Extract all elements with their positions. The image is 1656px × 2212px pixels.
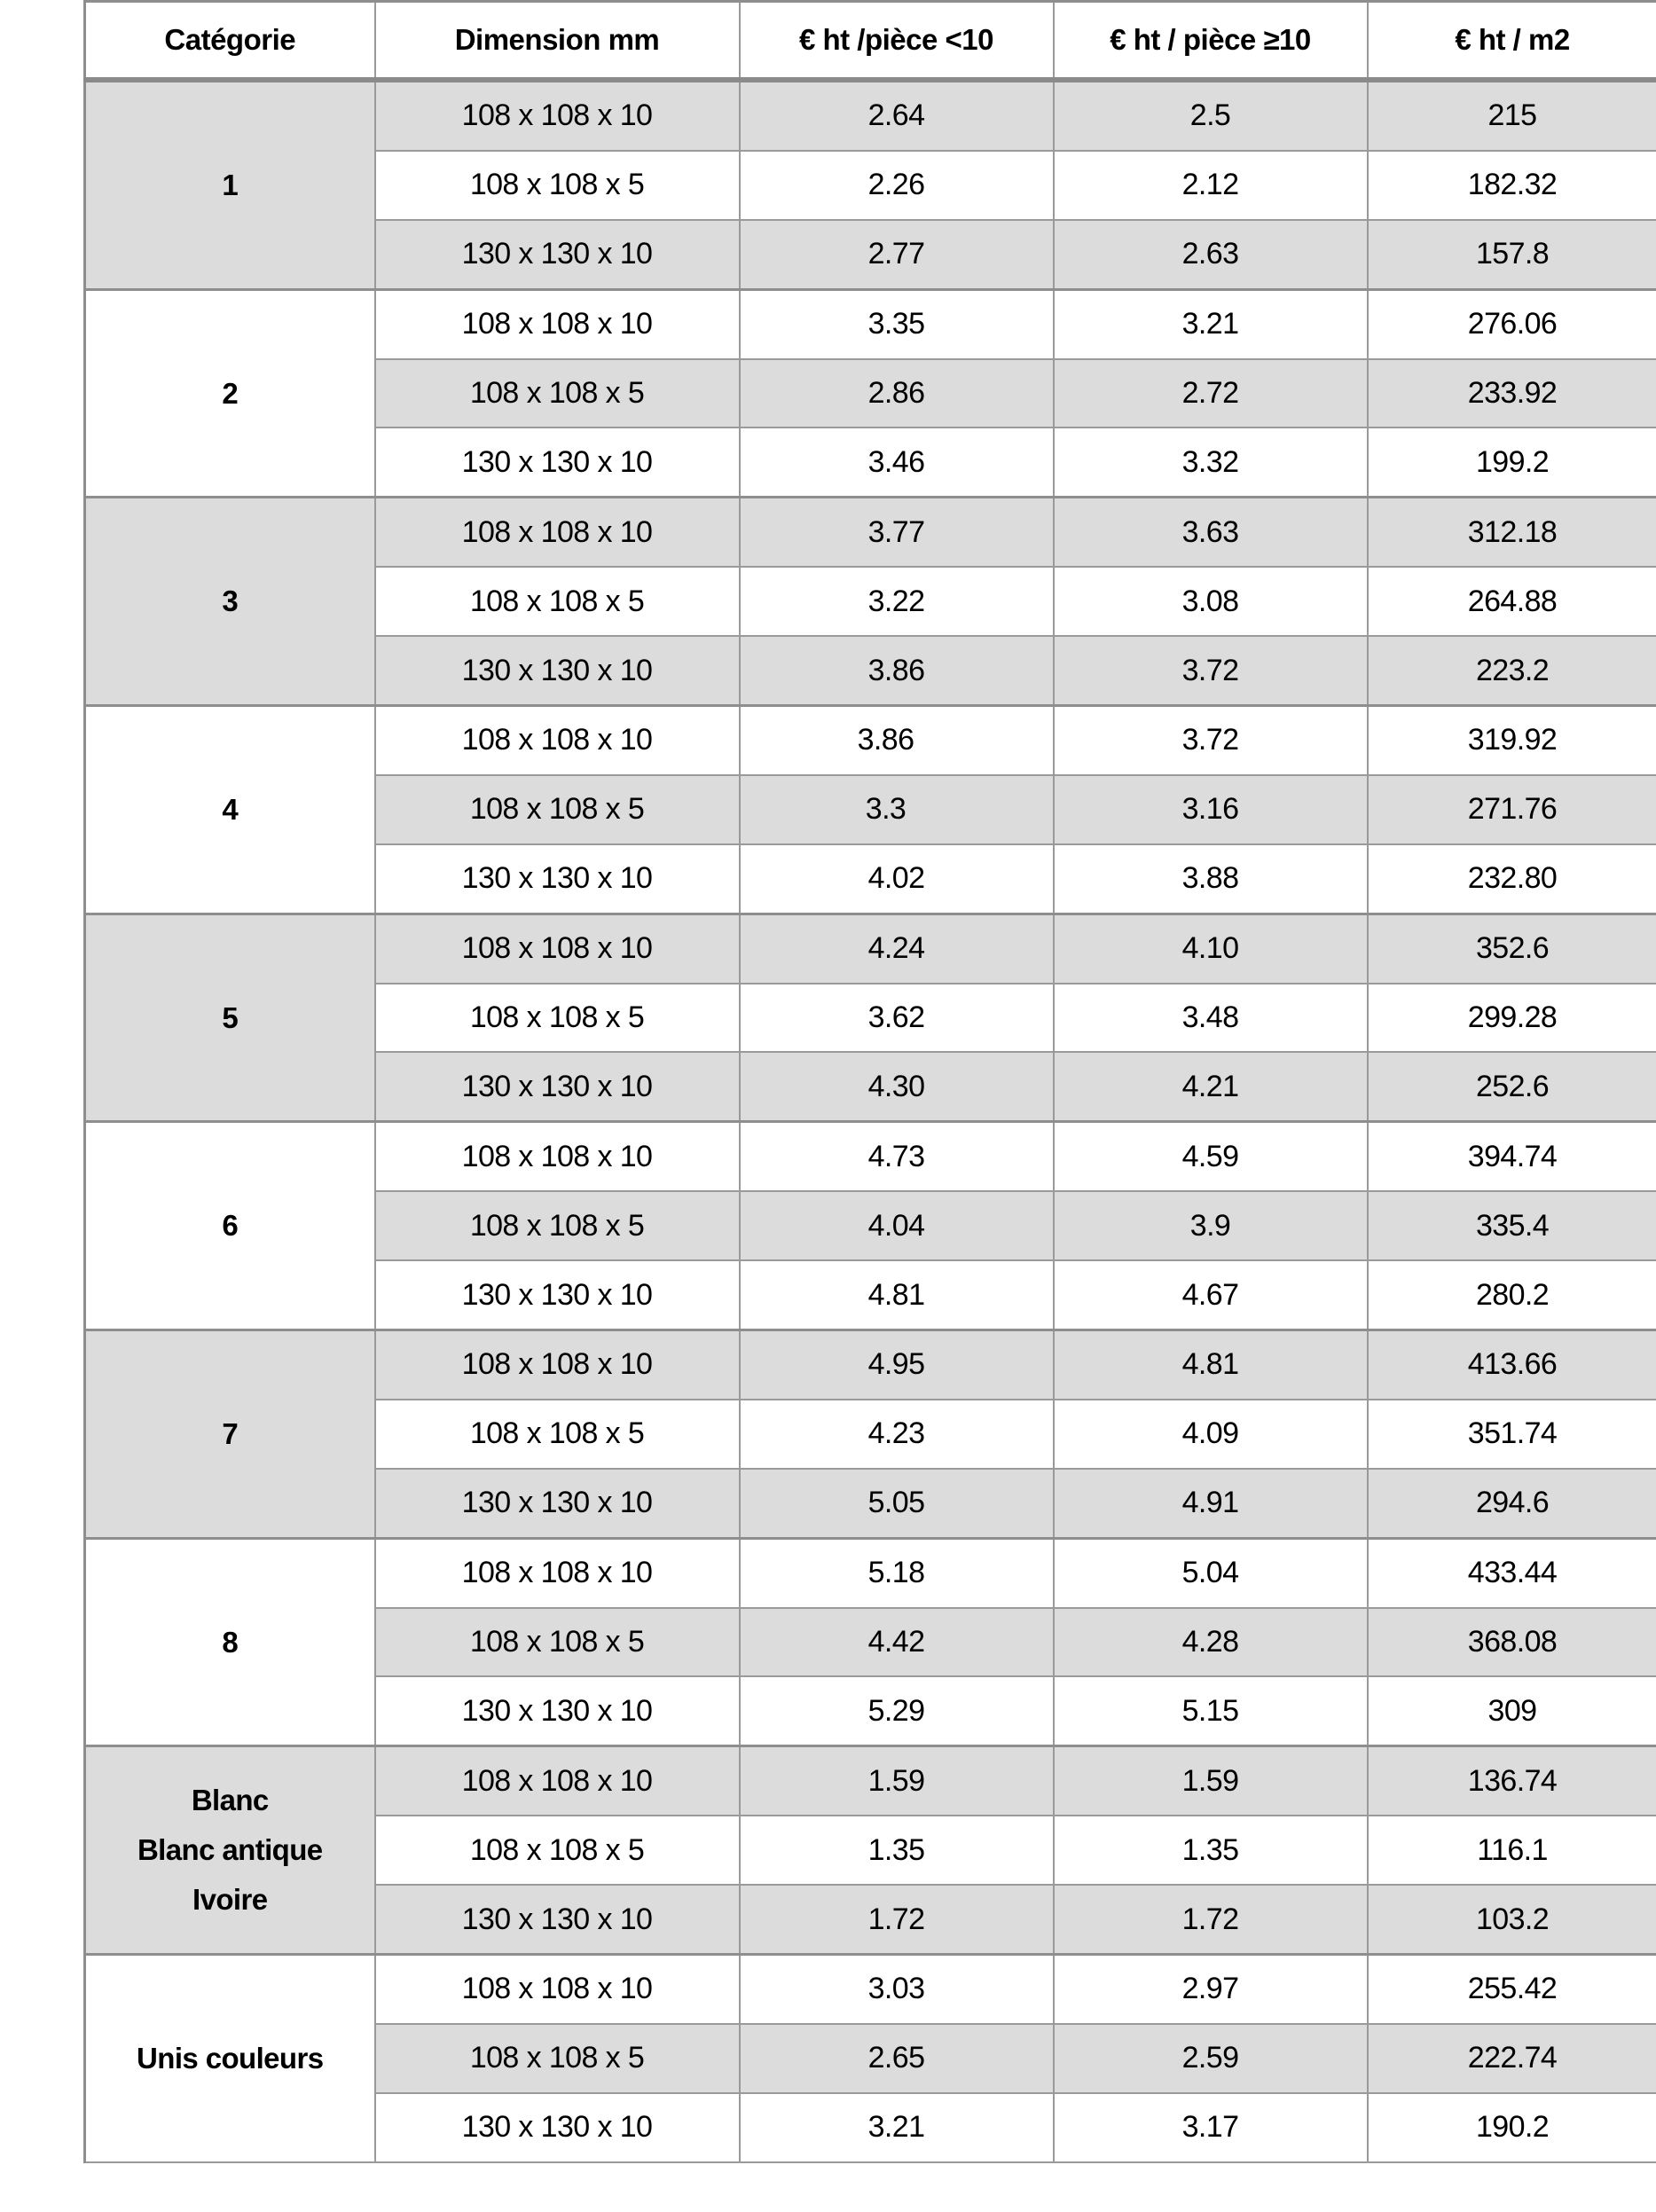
price-lt10-value: 3.62 <box>867 1000 925 1035</box>
price-lt10-cell <box>740 1330 1054 1400</box>
price-lt10-value: 3.77 <box>867 514 925 549</box>
price-m2-cell <box>1368 151 1656 220</box>
price-lt10-value: 1.59 <box>867 1763 925 1798</box>
price-m2-cell <box>1368 706 1656 775</box>
category-cell: 4 <box>85 706 375 914</box>
price-m2-value: 335.4 <box>1475 1208 1550 1243</box>
dimension-value: 108 x 108 x 5 <box>469 1000 645 1035</box>
price-m2-cell <box>1368 1746 1656 1816</box>
price-lt10-cell <box>740 151 1054 220</box>
price-m2-value: 368.08 <box>1467 1625 1558 1659</box>
price-ge10-cell <box>1054 706 1368 775</box>
dimension-cell <box>375 359 740 428</box>
table-row <box>85 914 1656 983</box>
dimension-value: 108 x 108 x 10 <box>461 514 653 549</box>
price-m2-value: 136.74 <box>1467 1763 1558 1798</box>
price-ge10-value: 3.88 <box>1181 861 1239 896</box>
dimension-value: 108 x 108 x 5 <box>469 1625 645 1659</box>
price-ge10-cell <box>1054 567 1368 636</box>
header-category: Catégorie <box>85 2 375 81</box>
price-m2-cell <box>1368 1330 1656 1400</box>
price-ge10-cell <box>1054 1330 1368 1400</box>
price-lt10-cell <box>740 984 1054 1053</box>
table-row <box>85 1955 1656 2024</box>
category-line: Blanc <box>191 1784 269 1817</box>
dimension-cell <box>375 80 740 151</box>
price-m2-value: 233.92 <box>1467 376 1558 410</box>
price-m2-cell <box>1368 1052 1656 1121</box>
dimension-cell <box>375 1885 740 1954</box>
price-ge10-cell <box>1054 289 1368 358</box>
dimension-cell <box>375 1260 740 1330</box>
dimension-cell <box>375 914 740 983</box>
price-m2-value: 271.76 <box>1467 792 1558 827</box>
price-m2-value: 190.2 <box>1475 2110 1550 2145</box>
price-ge10-cell <box>1054 984 1368 1053</box>
price-ge10-value: 3.21 <box>1181 307 1239 341</box>
category-cell: Unis couleurs <box>85 1955 375 2162</box>
price-lt10-cell <box>740 427 1054 497</box>
price-m2-cell <box>1368 567 1656 636</box>
dimension-value: 108 x 108 x 5 <box>469 1208 645 1243</box>
price-ge10-value: 3.72 <box>1181 723 1239 757</box>
price-lt10-value: 4.81 <box>867 1277 925 1312</box>
price-ge10-value: 3.48 <box>1181 1000 1239 1035</box>
dimension-value: 108 x 108 x 5 <box>469 792 645 827</box>
price-lt10-value: 3.21 <box>867 2110 925 2145</box>
price-lt10-value: 4.73 <box>867 1139 925 1173</box>
price-lt10-cell <box>740 1885 1054 1954</box>
price-lt10-cell <box>740 2024 1054 2093</box>
price-ge10-cell <box>1054 914 1368 983</box>
price-m2-cell <box>1368 80 1656 151</box>
price-ge10-cell <box>1054 220 1368 289</box>
price-ge10-cell <box>1054 1746 1368 1816</box>
price-lt10-cell <box>740 1816 1054 1885</box>
dimension-value: 108 x 108 x 5 <box>469 1416 645 1451</box>
header-dimension: Dimension mm <box>375 2 740 81</box>
price-m2-cell <box>1368 498 1656 567</box>
price-m2-cell <box>1368 1608 1656 1677</box>
category-cell <box>85 1746 375 1955</box>
category-line: Ivoire <box>192 1883 268 1917</box>
price-ge10-value: 4.10 <box>1181 931 1239 966</box>
price-lt10-value: 5.29 <box>867 1693 925 1728</box>
price-ge10-value: 1.35 <box>1181 1832 1239 1867</box>
price-m2-value: 252.6 <box>1475 1069 1550 1103</box>
price-m2-value: 103.2 <box>1475 1902 1550 1936</box>
price-ge10-value: 1.72 <box>1181 1902 1239 1936</box>
price-ge10-cell <box>1054 151 1368 220</box>
price-m2-cell <box>1368 359 1656 428</box>
price-m2-value: 312.18 <box>1467 514 1558 549</box>
price-ge10-value: 2.59 <box>1181 2041 1239 2075</box>
price-ge10-value: 4.09 <box>1181 1416 1239 1451</box>
price-ge10-cell <box>1054 1260 1368 1330</box>
dimension-cell <box>375 1955 740 2024</box>
price-lt10-cell <box>740 1260 1054 1330</box>
price-m2-cell <box>1368 636 1656 705</box>
price-m2-value: 413.66 <box>1467 1347 1558 1382</box>
table-row <box>85 1330 1656 1400</box>
dimension-value: 108 x 108 x 10 <box>461 98 653 133</box>
price-ge10-cell <box>1054 1469 1368 1538</box>
price-lt10-cell <box>740 844 1054 914</box>
table-row <box>85 1122 1656 1191</box>
price-ge10-value: 2.12 <box>1181 168 1239 202</box>
header-price-m2: € ht / m2 <box>1368 2 1656 81</box>
price-lt10-value: 4.42 <box>867 1625 925 1659</box>
dimension-value: 108 x 108 x 10 <box>461 1763 653 1798</box>
price-ge10-value: 4.91 <box>1181 1486 1239 1520</box>
category-cell: 2 <box>85 289 375 498</box>
dimension-value: 130 x 130 x 10 <box>461 1693 653 1728</box>
price-m2-cell <box>1368 1122 1656 1191</box>
price-lt10-cell <box>740 1538 1054 1607</box>
price-lt10-cell <box>740 1955 1054 2024</box>
dimension-cell <box>375 1191 740 1260</box>
dimension-value: 130 x 130 x 10 <box>461 1277 653 1312</box>
dimension-value: 108 x 108 x 5 <box>469 584 645 618</box>
price-lt10-cell <box>740 1122 1054 1191</box>
price-table <box>83 0 1656 2163</box>
dimension-cell <box>375 2024 740 2093</box>
price-m2-value: 116.1 <box>1477 1832 1548 1867</box>
dimension-value: 108 x 108 x 5 <box>469 376 645 410</box>
price-m2-value: 182.32 <box>1467 168 1558 202</box>
price-ge10-cell <box>1054 2093 1368 2162</box>
price-lt10-value: 2.64 <box>867 98 925 133</box>
price-m2-value: 215 <box>1487 98 1537 133</box>
price-m2-cell <box>1368 1191 1656 1260</box>
price-ge10-cell <box>1054 775 1368 844</box>
price-lt10-cell <box>740 775 1054 844</box>
dimension-value: 130 x 130 x 10 <box>461 444 653 479</box>
dimension-cell <box>375 567 740 636</box>
price-m2-value: 264.88 <box>1467 584 1558 618</box>
price-m2-value: 433.44 <box>1467 1556 1558 1590</box>
category-line: Blanc antique <box>137 1833 323 1867</box>
price-ge10-value: 3.72 <box>1181 653 1239 687</box>
price-ge10-cell <box>1054 359 1368 428</box>
price-lt10-cell <box>740 359 1054 428</box>
price-m2-value: 280.2 <box>1475 1277 1550 1312</box>
price-ge10-value: 1.59 <box>1181 1763 1239 1798</box>
dimension-cell <box>375 1676 740 1745</box>
dimension-cell <box>375 2093 740 2162</box>
price-ge10-value: 4.67 <box>1181 1277 1239 1312</box>
price-m2-cell <box>1368 289 1656 358</box>
table-body <box>85 80 1656 2162</box>
dimension-value: 108 x 108 x 5 <box>469 168 645 202</box>
price-lt10-value: 3.86 <box>867 653 925 687</box>
dimension-value: 108 x 108 x 10 <box>461 1139 653 1173</box>
price-m2-value: 255.42 <box>1467 1972 1558 2006</box>
dimension-cell <box>375 1469 740 1538</box>
dimension-value: 130 x 130 x 10 <box>461 2110 653 2145</box>
price-lt10-value: 3.35 <box>867 307 925 341</box>
dimension-value: 130 x 130 x 10 <box>461 237 653 271</box>
dimension-cell <box>375 220 740 289</box>
price-lt10-value: 4.04 <box>867 1208 925 1243</box>
price-lt10-value: 3.3 <box>865 792 906 827</box>
price-ge10-value: 4.28 <box>1181 1625 1239 1659</box>
price-ge10-cell <box>1054 844 1368 914</box>
price-lt10-value: 3.46 <box>867 444 925 479</box>
price-m2-cell <box>1368 1400 1656 1469</box>
dimension-value: 108 x 108 x 10 <box>461 1347 653 1382</box>
dimension-cell <box>375 844 740 914</box>
price-m2-cell <box>1368 1676 1656 1745</box>
price-m2-cell <box>1368 1469 1656 1538</box>
dimension-value: 108 x 108 x 5 <box>469 2041 645 2075</box>
price-m2-value: 294.6 <box>1475 1486 1550 1520</box>
price-m2-cell <box>1368 1538 1656 1607</box>
table-row <box>85 498 1656 567</box>
category-cell: 7 <box>85 1330 375 1539</box>
price-ge10-cell <box>1054 1191 1368 1260</box>
price-ge10-cell <box>1054 1608 1368 1677</box>
price-lt10-cell <box>740 220 1054 289</box>
dimension-value: 108 x 108 x 10 <box>461 723 653 757</box>
price-lt10-value: 3.22 <box>867 584 925 618</box>
price-m2-cell <box>1368 220 1656 289</box>
price-m2-value: 299.28 <box>1467 1000 1558 1035</box>
category-cell: 5 <box>85 914 375 1122</box>
price-ge10-cell <box>1054 1538 1368 1607</box>
dimension-value: 130 x 130 x 10 <box>461 1902 653 1936</box>
dimension-cell <box>375 1052 740 1121</box>
price-m2-cell <box>1368 914 1656 983</box>
price-lt10-value: 4.02 <box>867 861 925 896</box>
price-m2-value: 232.80 <box>1467 861 1558 896</box>
price-lt10-value: 1.72 <box>867 1902 925 1936</box>
dimension-value: 108 x 108 x 10 <box>461 1556 653 1590</box>
price-ge10-value: 2.72 <box>1181 376 1239 410</box>
price-lt10-value: 4.24 <box>867 931 925 966</box>
dimension-cell <box>375 289 740 358</box>
price-lt10-value: 5.05 <box>867 1486 925 1520</box>
price-ge10-cell <box>1054 1400 1368 1469</box>
price-ge10-value: 3.08 <box>1181 584 1239 618</box>
table-row <box>85 289 1656 358</box>
price-ge10-value: 2.5 <box>1189 98 1231 133</box>
price-m2-value: 157.8 <box>1475 237 1550 271</box>
dimension-cell <box>375 1816 740 1885</box>
price-m2-cell <box>1368 427 1656 497</box>
price-m2-value: 319.92 <box>1467 723 1558 757</box>
dimension-value: 108 x 108 x 10 <box>461 307 653 341</box>
category-cell: 8 <box>85 1538 375 1746</box>
price-ge10-value: 3.32 <box>1181 444 1239 479</box>
price-m2-cell <box>1368 775 1656 844</box>
price-ge10-value: 2.63 <box>1181 237 1239 271</box>
price-lt10-cell <box>740 1608 1054 1677</box>
price-ge10-value: 4.21 <box>1181 1069 1239 1103</box>
price-m2-value: 222.74 <box>1467 2041 1558 2075</box>
price-ge10-value: 3.17 <box>1181 2110 1239 2145</box>
price-m2-cell <box>1368 844 1656 914</box>
price-m2-cell <box>1368 2024 1656 2093</box>
category-cell: 6 <box>85 1122 375 1330</box>
category-cell: 1 <box>85 80 375 289</box>
price-lt10-value: 1.35 <box>867 1832 925 1867</box>
dimension-value: 108 x 108 x 5 <box>469 1832 645 1867</box>
price-ge10-value: 5.15 <box>1181 1693 1239 1728</box>
price-m2-value: 223.2 <box>1475 653 1550 687</box>
dimension-cell <box>375 1330 740 1400</box>
dimension-cell <box>375 984 740 1053</box>
price-lt10-value: 2.77 <box>867 237 925 271</box>
dimension-value: 130 x 130 x 10 <box>461 653 653 687</box>
price-m2-value: 199.2 <box>1475 444 1550 479</box>
dimension-cell <box>375 775 740 844</box>
price-lt10-cell <box>740 2093 1054 2162</box>
price-lt10-cell <box>740 1746 1054 1816</box>
price-lt10-value: 4.30 <box>867 1069 925 1103</box>
price-ge10-value: 4.81 <box>1181 1347 1239 1382</box>
price-lt10-cell <box>740 80 1054 151</box>
dimension-cell <box>375 636 740 705</box>
price-lt10-value: 3.03 <box>867 1972 925 2006</box>
price-lt10-value: 2.65 <box>867 2041 925 2075</box>
price-ge10-value: 5.04 <box>1181 1556 1239 1590</box>
price-lt10-cell <box>740 567 1054 636</box>
price-lt10-cell <box>740 914 1054 983</box>
price-lt10-value: 3.86 <box>857 723 914 757</box>
price-m2-value: 394.74 <box>1467 1139 1558 1173</box>
price-m2-cell <box>1368 1955 1656 2024</box>
dimension-cell <box>375 1538 740 1607</box>
category-cell: 3 <box>85 498 375 706</box>
price-lt10-value: 2.26 <box>867 168 925 202</box>
price-lt10-cell <box>740 1676 1054 1745</box>
price-m2-value: 352.6 <box>1475 931 1550 966</box>
price-lt10-value: 4.95 <box>867 1347 925 1382</box>
dimension-cell <box>375 1746 740 1816</box>
header-price-lt10: € ht /pièce <10 <box>740 2 1054 81</box>
header-price-ge10: € ht / pièce ≥10 <box>1054 2 1368 81</box>
table-header <box>85 2 1656 81</box>
price-lt10-value: 2.86 <box>867 376 925 410</box>
price-ge10-cell <box>1054 1885 1368 1954</box>
dimension-value: 130 x 130 x 10 <box>461 861 653 896</box>
price-ge10-value: 3.16 <box>1181 792 1239 827</box>
price-lt10-cell <box>740 289 1054 358</box>
price-m2-cell <box>1368 2093 1656 2162</box>
price-lt10-value: 4.23 <box>867 1416 925 1451</box>
price-ge10-cell <box>1054 80 1368 151</box>
price-ge10-cell <box>1054 1052 1368 1121</box>
price-ge10-cell <box>1054 1122 1368 1191</box>
table-row <box>85 706 1656 775</box>
dimension-cell <box>375 706 740 775</box>
price-lt10-cell <box>740 1191 1054 1260</box>
price-lt10-cell <box>740 1400 1054 1469</box>
price-ge10-cell <box>1054 636 1368 705</box>
price-m2-value: 276.06 <box>1467 307 1558 341</box>
dimension-cell <box>375 1400 740 1469</box>
price-ge10-cell <box>1054 2024 1368 2093</box>
dimension-cell <box>375 1608 740 1677</box>
table-row <box>85 1746 1656 1816</box>
price-m2-cell <box>1368 1816 1656 1885</box>
price-ge10-cell <box>1054 1676 1368 1745</box>
dimension-value: 130 x 130 x 10 <box>461 1069 653 1103</box>
price-m2-value: 309 <box>1487 1693 1537 1728</box>
price-lt10-cell <box>740 1052 1054 1121</box>
price-m2-cell <box>1368 1260 1656 1330</box>
price-ge10-value: 2.97 <box>1181 1972 1239 2006</box>
price-m2-cell <box>1368 1885 1656 1954</box>
price-ge10-cell <box>1054 1816 1368 1885</box>
price-ge10-cell <box>1054 1955 1368 2024</box>
dimension-cell <box>375 151 740 220</box>
price-lt10-cell <box>740 498 1054 567</box>
price-lt10-cell <box>740 1469 1054 1538</box>
price-ge10-value: 3.63 <box>1181 514 1239 549</box>
price-ge10-value: 4.59 <box>1181 1139 1239 1173</box>
price-ge10-value: 3.9 <box>1189 1208 1231 1243</box>
dimension-cell <box>375 1122 740 1191</box>
dimension-value: 108 x 108 x 10 <box>461 931 653 966</box>
header-row <box>85 2 1656 81</box>
table-row <box>85 1538 1656 1607</box>
dimension-cell <box>375 427 740 497</box>
price-ge10-cell <box>1054 427 1368 497</box>
price-lt10-cell <box>740 706 1054 775</box>
dimension-value: 130 x 130 x 10 <box>461 1486 653 1520</box>
price-lt10-value: 5.18 <box>867 1556 925 1590</box>
price-lt10-cell <box>740 636 1054 705</box>
price-m2-value: 351.74 <box>1467 1416 1558 1451</box>
dimension-cell <box>375 498 740 567</box>
table-row <box>85 80 1656 151</box>
price-m2-cell <box>1368 984 1656 1053</box>
dimension-value: 108 x 108 x 10 <box>461 1972 653 2006</box>
price-ge10-cell <box>1054 498 1368 567</box>
